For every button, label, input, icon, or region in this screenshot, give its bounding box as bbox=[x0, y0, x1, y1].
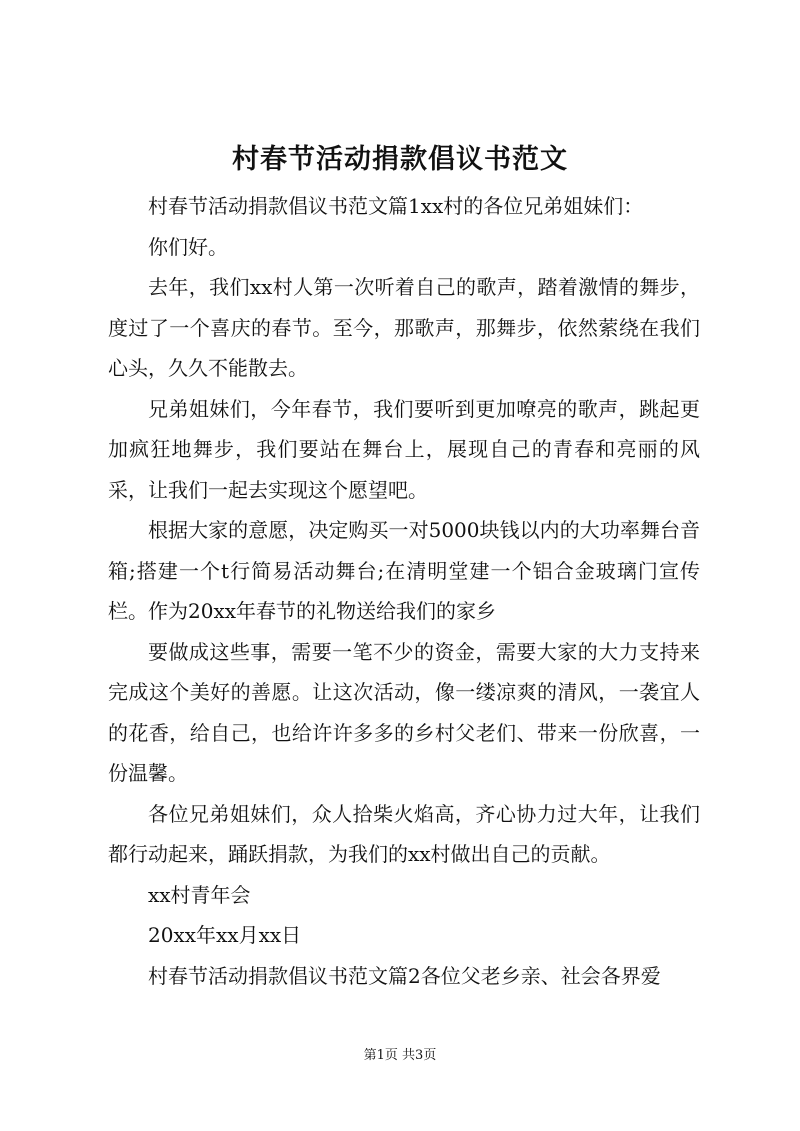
paragraph-hello: 你们好。 bbox=[148, 234, 228, 259]
paragraph-second-article-start: 村春节活动捐款倡议书范文篇2各位父老乡亲、社会各界爱 bbox=[148, 963, 661, 988]
paragraph-last-year: 去年，我们xx村人第一次听着自己的歌声，踏着激情的舞步，度过了一个喜庆的春节。至今，那歌声，那舞步，依然萦绕在我们心头，久久不能散去。 bbox=[108, 275, 700, 380]
document-body bbox=[108, 186, 700, 996]
paragraph-plan: 根据大家的意愿，决定购买一对5000块钱以内的大功率舞台音箱;搭建一个t行简易活动舞台;在清明堂建一个铝合金玻璃门宣传栏。作为20xx年春节的礼物送给我们的家乡 bbox=[108, 518, 700, 623]
paragraph-call-to-action: 各位兄弟姐妹们，众人拾柴火焰高，齐心协力过大年，让我们都行动起来，踊跃捐款，为我们的xx村做出自己的贡献。 bbox=[108, 801, 700, 866]
page-title: 村春节活动捐款倡议书范文 bbox=[232, 144, 568, 175]
signature-date: 20xx年xx月xx日 bbox=[148, 923, 302, 947]
paragraph-funding: 要做成这些事，需要一笔不少的资金，需要大家的大力支持来完成这个美好的善愿。让这次活动，像一缕凉爽的清风，一袭宜人的花香，给自己，也给许许多多的乡村父老们、带来一份欣喜，一份温馨。 bbox=[108, 639, 700, 785]
page-number-footer: 第1页 共3页 bbox=[363, 1048, 437, 1063]
paragraph-greeting-heading: 村春节活动捐款倡议书范文篇1xx村的各位兄弟姐妹们： bbox=[148, 194, 644, 218]
paragraph-this-year: 兄弟姐妹们，今年春节，我们要听到更加嘹亮的歌声，跳起更加疯狂地舞步，我们要站在舞台上，展现自己的青春和亮丽的风采，让我们一起去实现这个愿望吧。 bbox=[108, 396, 700, 502]
signature-organization: xx村青年会 bbox=[148, 882, 251, 907]
